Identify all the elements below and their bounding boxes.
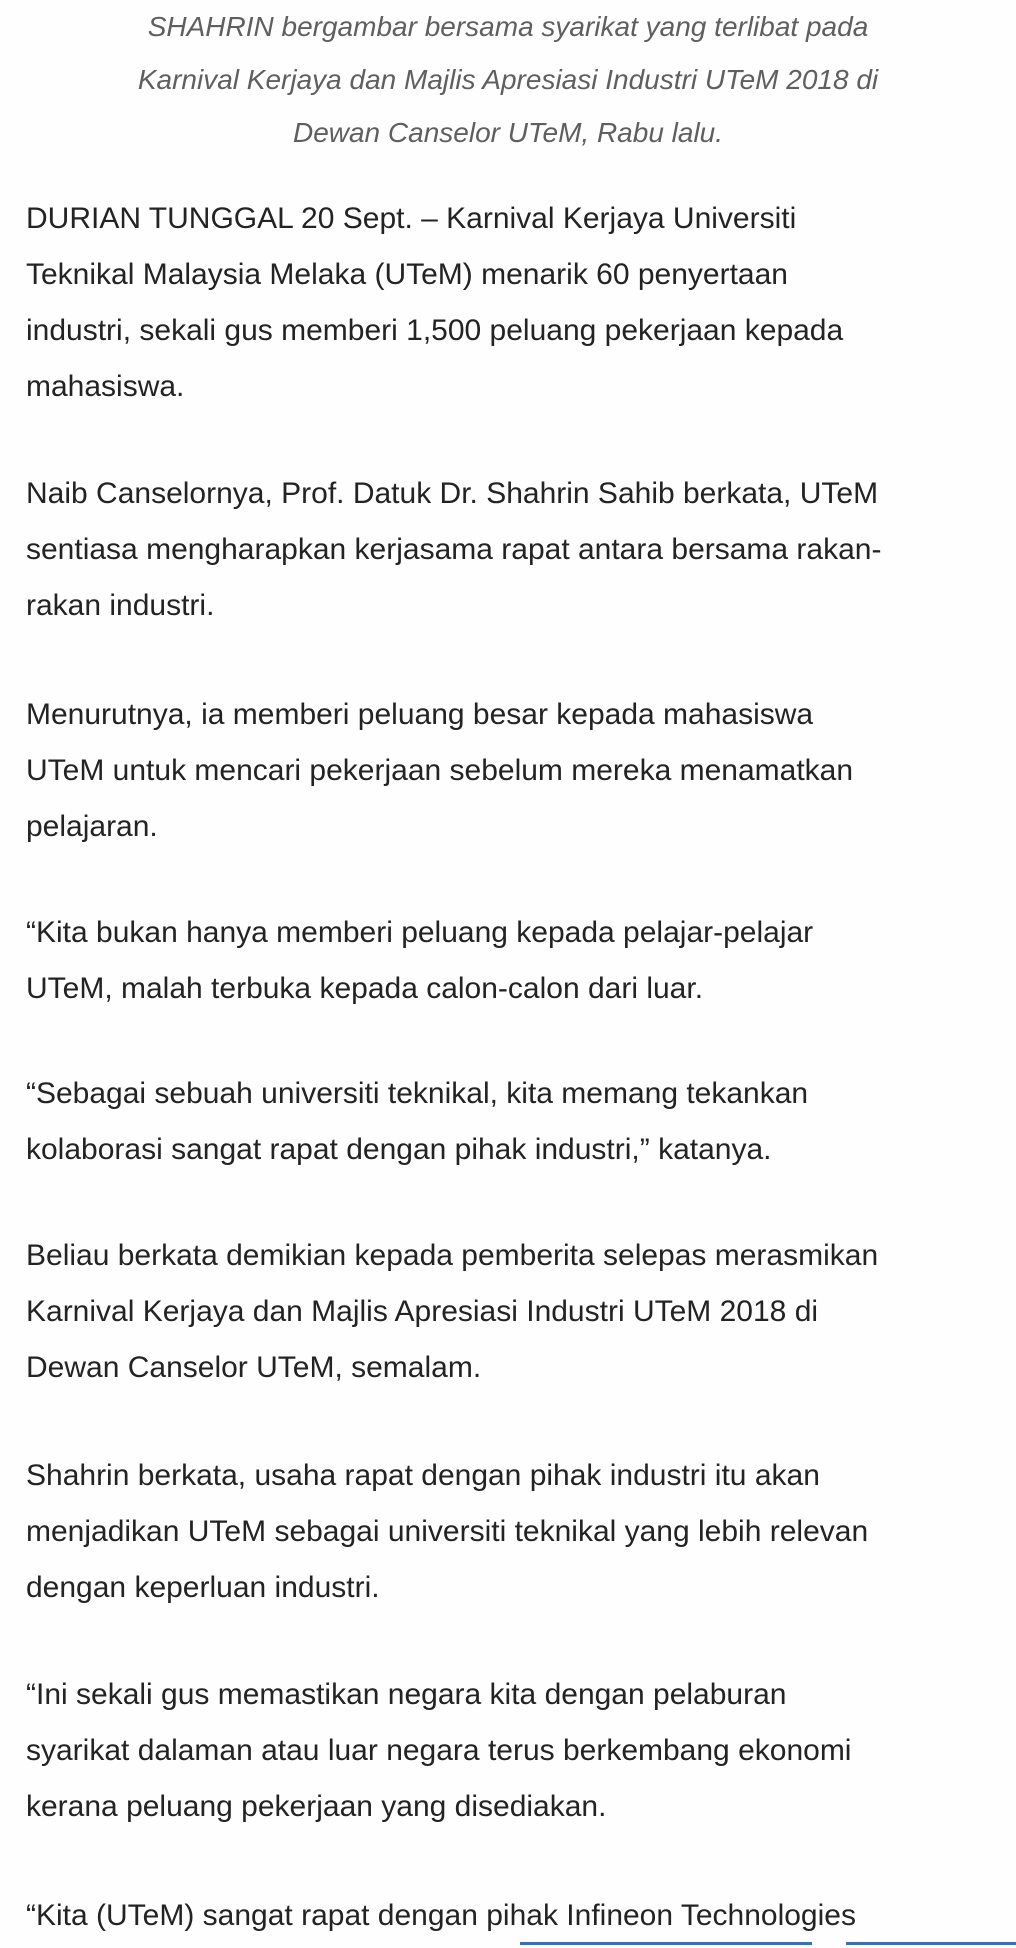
paragraph-line: kolaborasi sangat rapat dengan pihak industri,” katanya. [26, 1133, 772, 1166]
paragraph-line: Teknikal Malaysia Melaka (UTeM) menarik 60 penyertaan [26, 258, 788, 291]
paragraph-line: UTeM untuk mencari pekerjaan sebelum mereka menamatkan [26, 754, 854, 787]
caption-line: Dewan Canselor UTeM, Rabu lalu. [292, 117, 724, 148]
article-paragraph-cutoff [26, 1898, 996, 1934]
bottom-rule-left [520, 1942, 812, 1945]
paragraph-line: dengan keperluan industri. [26, 1571, 380, 1604]
paragraph-line: mahasiswa. [26, 370, 185, 403]
paragraph-line: Menurutnya, ia memberi peluang besar kepada mahasiswa [26, 698, 814, 731]
caption-line: Karnival Kerjaya dan Majlis Apresiasi Industri UTeM 2018 di [137, 64, 879, 95]
article-paragraph-lead [26, 191, 996, 415]
paragraph-line: DURIAN TUNGGAL 20 Sept. – Karnival Kerjaya Universiti [26, 202, 797, 235]
article-paragraph [26, 1228, 996, 1396]
article-paragraph [26, 466, 996, 634]
article-paragraph [26, 1667, 996, 1835]
paragraph-line: “Sebagai sebuah universiti teknikal, kita memang tekankan [26, 1077, 809, 1110]
paragraph-line: Shahrin berkata, usaha rapat dengan pihak industri itu akan [26, 1459, 820, 1492]
paragraph-line: kerana peluang pekerjaan yang disediakan. [26, 1790, 607, 1823]
article-paragraph [26, 905, 996, 1017]
paragraph-line: “Kita bukan hanya memberi peluang kepada pelajar-pelajar [26, 916, 814, 949]
paragraph-line: pelajaran. [26, 810, 158, 843]
bottom-rule-right [846, 1942, 1016, 1945]
paragraph-line: “Ini sekali gus memastikan negara kita dengan pelaburan [26, 1678, 787, 1711]
paragraph-line: “Kita (UTeM) sangat rapat dengan pihak Infineon Technologies [26, 1899, 856, 1932]
paragraph-line: Beliau berkata demikian kepada pemberita selepas merasmikan [26, 1239, 879, 1272]
paragraph-line: Dewan Canselor UTeM, semalam. [26, 1351, 482, 1384]
article-paragraph [26, 1448, 996, 1616]
paragraph-line: syarikat dalaman atau luar negara terus berkembang ekonomi [26, 1734, 852, 1767]
paragraph-line: industri, sekali gus memberi 1,500 peluang pekerjaan kepada [26, 314, 844, 347]
paragraph-line: sentiasa mengharapkan kerjasama rapat antara bersama rakan- [26, 533, 882, 566]
photo-caption [60, 0, 956, 159]
paragraph-line: rakan industri. [26, 589, 215, 622]
paragraph-line: menjadikan UTeM sebagai universiti teknikal yang lebih relevan [26, 1515, 869, 1548]
paragraph-line: UTeM, malah terbuka kepada calon-calon dari luar. [26, 972, 704, 1005]
caption-line: SHAHRIN bergambar bersama syarikat yang terlibat pada [147, 11, 869, 42]
paragraph-line: Naib Canselornya, Prof. Datuk Dr. Shahrin Sahib berkata, UTeM [26, 477, 879, 510]
article-paragraph [26, 1066, 996, 1178]
article-paragraph [26, 687, 996, 855]
paragraph-line: Karnival Kerjaya dan Majlis Apresiasi Industri UTeM 2018 di [26, 1295, 819, 1328]
